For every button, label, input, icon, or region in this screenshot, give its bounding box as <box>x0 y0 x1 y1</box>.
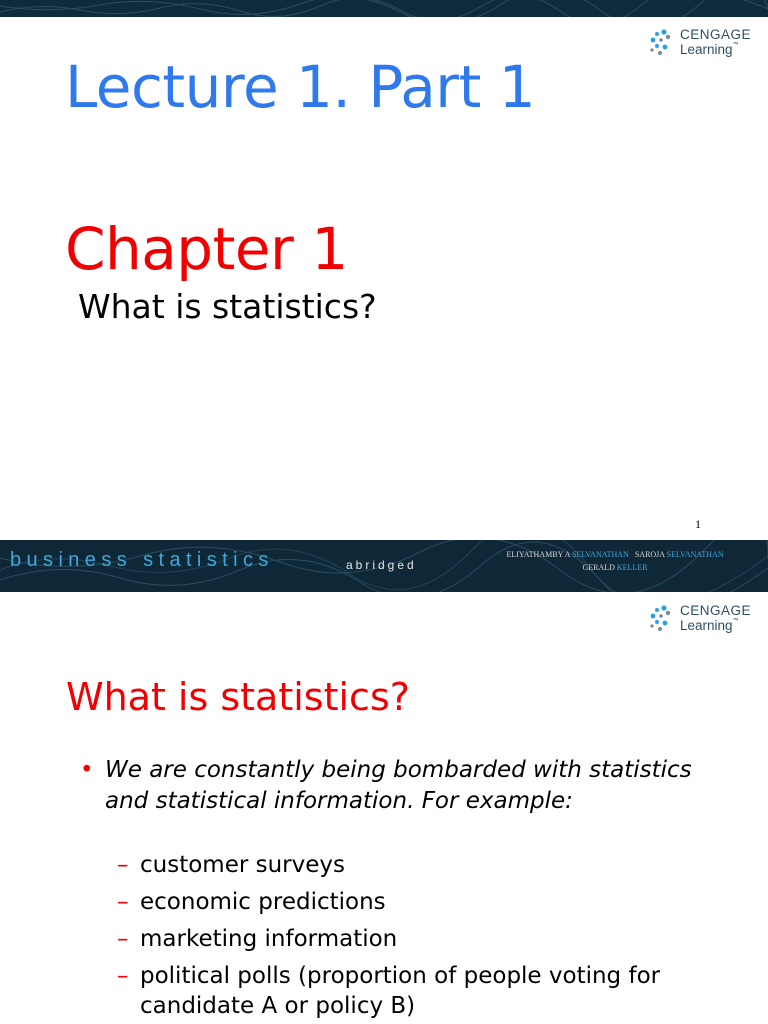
content-slide <box>0 592 768 1024</box>
logo-line1: CENGAGE <box>680 27 752 42</box>
authors-line1: ELIYATHAMBY A SELVANATHAN SAROJA SELVANATHAN <box>506 550 724 559</box>
footer-brand: business statistics <box>10 549 274 571</box>
dash-marker: – <box>117 889 129 915</box>
cengage-dots-icon <box>648 604 676 632</box>
sub-bullet-item: – customer surveys <box>117 852 345 878</box>
authors-line2: GERALD KELLER <box>582 563 648 572</box>
bullet-text: We are constantly being bombarded with statistics and statistical information. For example: <box>105 757 692 814</box>
logo-line2: Learning™ <box>680 618 739 633</box>
logo-line2: Learning™ <box>680 42 739 57</box>
chapter-subtitle: What is statistics? <box>78 287 377 326</box>
logo-line1: CENGAGE <box>680 603 752 618</box>
footer-abridged: abridged <box>346 558 417 572</box>
sub-bullet-item: – economic predictions <box>117 889 386 915</box>
chapter-heading: Chapter 1 <box>65 215 348 283</box>
bullet-dot: • <box>80 757 94 783</box>
top-band <box>0 0 768 17</box>
sub-bullet-item: – political polls (proportion of people voting for candidate A or policy B) <box>117 963 661 1019</box>
sub-bullet-item: – marketing information <box>117 926 398 952</box>
cengage-logo <box>648 600 760 636</box>
bullet-item <box>80 755 700 817</box>
sub-bullet-list <box>117 850 717 1024</box>
dash-marker: – <box>117 926 129 952</box>
lecture-title: Lecture 1. Part 1 <box>65 53 536 121</box>
cengage-dots-icon <box>648 28 676 56</box>
dash-marker: – <box>117 963 129 989</box>
dash-marker: – <box>117 852 129 878</box>
page-number: 1 <box>695 517 701 531</box>
cengage-logo <box>648 24 760 60</box>
wave-pattern <box>0 0 768 17</box>
slide-title: What is statistics? <box>66 675 410 719</box>
footer-authors <box>470 548 760 574</box>
